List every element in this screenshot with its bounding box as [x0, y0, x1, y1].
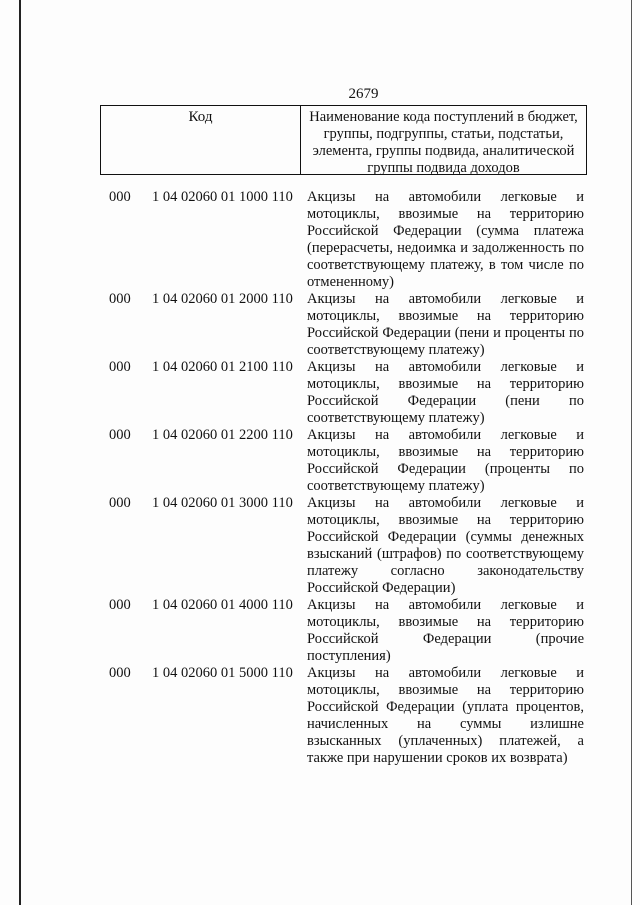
- row-name: Акцизы на автомобили легковые и мотоциклы, ввозимые на территорию Российской Федерации (уплата процентов, начисленных на суммы излишне взысканных (уплаченных) платежей, а также при нарушении сроков их возврата): [307, 665, 584, 766]
- row-name: Акцизы на автомобили легковые и мотоциклы, ввозимые на территорию Российской Федерации (сумма платежа (перерасчеты, недоимка и задолженность по соответствующему платежу, в том числе по отмененному): [307, 189, 584, 290]
- row-name: Акцизы на автомобили легковые и мотоциклы, ввозимые на территорию Российской Федерации (прочие поступления): [307, 597, 584, 664]
- page-number: 2679: [348, 86, 379, 102]
- row-revenue-code: 1 04 02060 01 2100 110: [152, 359, 293, 375]
- table-row: [0, 665, 640, 767]
- row-admin-code: 000: [109, 495, 131, 511]
- row-revenue-code: 1 04 02060 01 3000 110: [152, 495, 293, 511]
- row-admin-code: 000: [109, 427, 131, 443]
- row-name: Акцизы на автомобили легковые и мотоциклы, ввозимые на территорию Российской Федерации (пени и проценты по соответствующему платежу): [307, 291, 584, 358]
- table-row: [0, 427, 640, 495]
- row-admin-code: 000: [109, 189, 131, 205]
- row-revenue-code: 1 04 02060 01 2000 110: [152, 291, 293, 307]
- table-row: [0, 291, 640, 359]
- row-revenue-code: 1 04 02060 01 4000 110: [152, 597, 293, 613]
- header-name-cell: Наименование кода поступлений в бюджет, группы, подгруппы, статьи, подстатьи, элемента, группы подвида, аналитической группы подвида доходов: [309, 109, 578, 176]
- row-admin-code: 000: [109, 597, 131, 613]
- table-header: [100, 105, 587, 175]
- header-code-cell: Код: [101, 106, 301, 174]
- table-row: [0, 597, 640, 665]
- row-admin-code: 000: [109, 291, 131, 307]
- row-name: Акцизы на автомобили легковые и мотоциклы, ввозимые на территорию Российской Федерации (суммы денежных взысканий (штрафов) по соответствующему платежу согласно законодательству Российской Федерации): [307, 495, 584, 596]
- row-admin-code: 000: [109, 359, 131, 375]
- table-row: [0, 189, 640, 291]
- row-name: Акцизы на автомобили легковые и мотоциклы, ввозимые на территорию Российской Федерации (проценты по соответствующему платежу): [307, 427, 584, 494]
- row-admin-code: 000: [109, 665, 131, 681]
- table-body: [0, 189, 640, 767]
- row-revenue-code: 1 04 02060 01 2200 110: [152, 427, 293, 443]
- row-revenue-code: 1 04 02060 01 5000 110: [152, 665, 293, 681]
- table-row: [0, 495, 640, 597]
- table-row: [0, 359, 640, 427]
- row-name: Акцизы на автомобили легковые и мотоциклы, ввозимые на территорию Российской Федерации (пени по соответствующему платежу): [307, 359, 584, 426]
- row-revenue-code: 1 04 02060 01 1000 110: [152, 189, 293, 205]
